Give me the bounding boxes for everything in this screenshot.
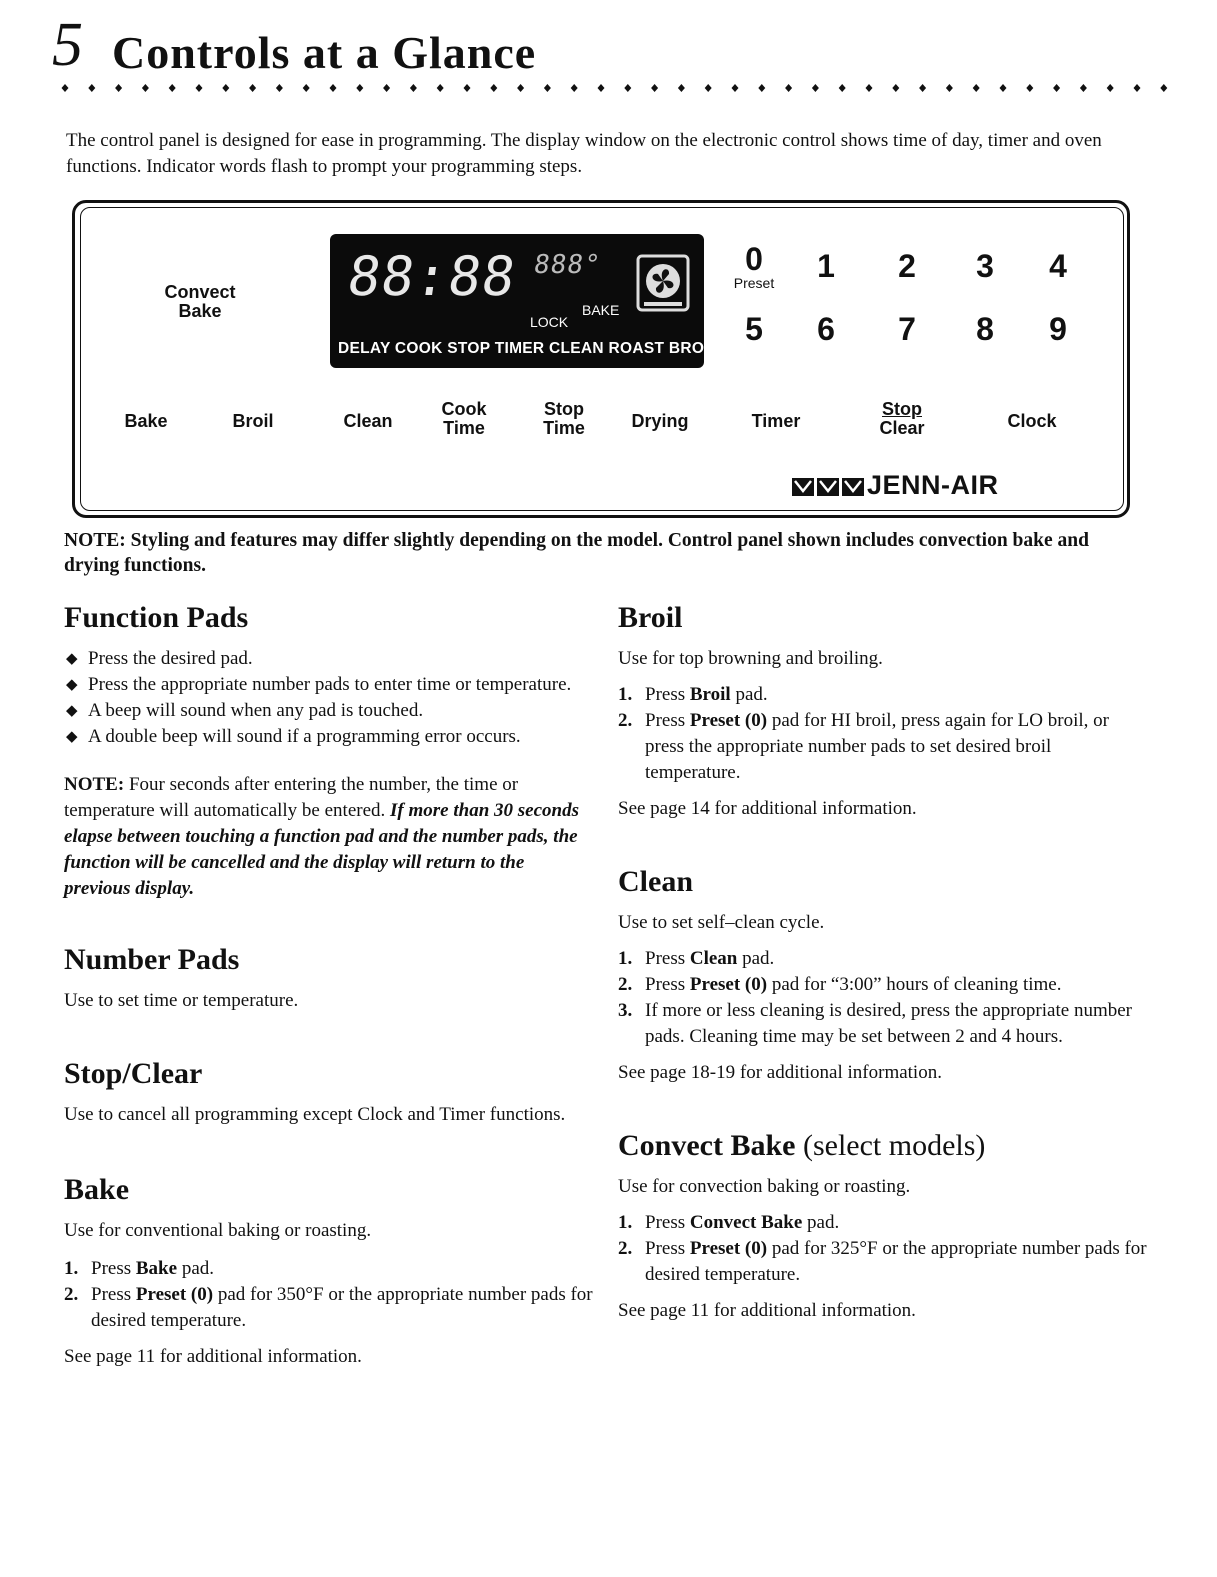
rule-diamond-icon <box>330 84 337 92</box>
convection-fan-icon <box>636 254 690 312</box>
number-pad-0[interactable] <box>734 243 774 291</box>
list-item: 1. Press Bake pad. <box>64 1258 214 1279</box>
drying-pad[interactable]: Drying <box>631 411 689 431</box>
rule-diamond-icon <box>464 84 471 92</box>
diamond-bullet-icon: ◆ <box>66 677 78 693</box>
list-item: ◆ A beep will sound when any pad is touched. <box>64 698 594 724</box>
list-item: 1. Press Convect Bake pad. <box>618 1212 840 1233</box>
diamond-bullet-icon: ◆ <box>66 703 78 719</box>
rule-diamond-icon <box>732 84 739 92</box>
broil-see-page: See page 14 for additional information. <box>618 798 917 819</box>
rule-diamond-icon <box>383 84 390 92</box>
broil-heading: Broil <box>618 601 683 634</box>
rule-diamond-icon <box>169 84 176 92</box>
rule-diamond-icon <box>249 84 256 92</box>
brand-label <box>792 472 999 499</box>
jenn-air-logo-icon <box>792 477 864 497</box>
rule-diamond-icon <box>946 84 953 92</box>
rule-diamond-icon <box>88 84 95 92</box>
rule-diamond-icon <box>1107 84 1114 92</box>
rule-diamond-icon <box>973 84 980 92</box>
panel-note: NOTE: Styling and features may differ slightly depending on the model. Control panel shown includes convection bake and drying functions. <box>64 530 1089 576</box>
number-pads-text: Use to set time or temperature. <box>64 990 299 1011</box>
page-title: Controls at a Glance <box>112 27 537 78</box>
function-pads-heading: Function Pads <box>64 601 249 634</box>
bake-text: Use for conventional baking or roasting. <box>64 1220 372 1241</box>
number-pad-6[interactable]: 6 <box>817 311 835 347</box>
list-item: 2. Press Preset (0) pad for 325°F or the appropriate number pads for desired temperature. <box>618 1238 1147 1285</box>
rule-diamond-icon <box>812 84 819 92</box>
display-temp-digits: 888° <box>531 250 603 280</box>
list-item: ◆ Press the desired pad. <box>64 646 594 672</box>
rule-diamond-icon <box>892 84 899 92</box>
rule-diamond-icon <box>222 84 229 92</box>
convect-bake-pad[interactable] <box>150 283 250 321</box>
diamond-bullet-icon: ◆ <box>66 651 78 667</box>
list-item: ◆ A double beep will sound if a programming error occurs. <box>64 724 594 750</box>
rule-diamond-icon <box>651 84 658 92</box>
number-pad-7[interactable]: 7 <box>898 311 916 347</box>
rule-diamond-icon <box>624 84 631 92</box>
rule-diamond-icon <box>544 84 551 92</box>
display-bake-indicator: BAKE <box>582 302 620 318</box>
cook-time-pad[interactable] <box>424 400 504 438</box>
rule-diamond-icon <box>276 84 283 92</box>
rule-diamond-icon <box>142 84 149 92</box>
convect-bake-pad-line2: Bake <box>178 301 222 321</box>
convect-bake-heading: Convect Bake (select models) <box>618 1129 986 1162</box>
list-item: 1. Press Broil pad. <box>618 684 768 705</box>
stop-clear-heading: Stop/Clear <box>64 1057 203 1090</box>
rule-diamond-icon <box>115 84 122 92</box>
number-pad-9[interactable]: 9 <box>1049 311 1067 347</box>
list-item: 3. If more or less cleaning is desired, press the appropriate number pads. Cleaning time may be set between 2 and 4 hours. <box>618 1000 1132 1047</box>
display-time-digits: 88:88 <box>343 245 521 308</box>
display-indicator-words: DELAY COOK STOP TIMER CLEAN ROAST BROIL <box>338 340 719 357</box>
right-column <box>618 600 1148 1324</box>
convect-bake-text: Use for convection baking or roasting. <box>618 1176 911 1197</box>
rule-diamond-icon <box>196 84 203 92</box>
rule-diamond-icon <box>356 84 363 92</box>
convect-bake-steps <box>618 1210 1148 1288</box>
display-window <box>330 234 719 368</box>
rule-diamond-icon <box>678 84 685 92</box>
rule-diamond-icon <box>1053 84 1060 92</box>
rule-diamond-icon <box>517 84 524 92</box>
display-lock-indicator: LOCK <box>530 314 569 330</box>
chapter-number: 5 <box>52 11 83 79</box>
rule-diamond-icon <box>303 84 310 92</box>
rule-diamond-icon <box>1000 84 1007 92</box>
stop-clear-pad[interactable] <box>862 400 942 438</box>
clock-pad[interactable]: Clock <box>1007 411 1057 431</box>
number-pad-3[interactable]: 3 <box>976 248 994 284</box>
broil-text: Use for top browning and broiling. <box>618 648 883 669</box>
number-pad-8[interactable]: 8 <box>976 311 994 347</box>
convect-bake-pad-line1: Convect <box>164 282 236 302</box>
clean-see-page: See page 18-19 for additional information. <box>618 1062 942 1083</box>
rule-diamond-icon <box>437 84 444 92</box>
rule-diamond-icon <box>410 84 417 92</box>
rule-diamond-icon <box>839 84 846 92</box>
number-pad-5[interactable]: 5 <box>745 311 763 347</box>
stop-time-pad[interactable] <box>524 400 604 438</box>
function-pads-note: NOTE: Four seconds after entering the number, the time or temperature will automatically be entered. If more than 30 seconds elapse between touching a function pad and the number pads, the function will be cancelled and the display will return to the previous display. <box>64 774 579 899</box>
diamond-bullet-icon: ◆ <box>66 729 78 745</box>
rule-diamond-icon <box>598 84 605 92</box>
list-item: 2. Press Preset (0) pad for 350°F or the appropriate number pads for desired temperature. <box>64 1284 593 1331</box>
left-column <box>64 600 594 1370</box>
rule-diamond-icon <box>1134 84 1141 92</box>
stop-clear-pad-line2: Clear <box>879 418 925 438</box>
stop-time-pad-line2: Time <box>543 418 585 438</box>
rule-diamond-icon <box>919 84 926 92</box>
rule-diamond-icon <box>785 84 792 92</box>
brand-name: JENN-AIR <box>867 470 999 500</box>
bake-heading: Bake <box>64 1173 130 1206</box>
rule-diamond-icon <box>1160 84 1167 92</box>
convect-bake-see-page: See page 11 for additional information. <box>618 1300 916 1321</box>
rule-diamond-icon <box>1080 84 1087 92</box>
cook-time-pad-line2: Time <box>443 418 485 438</box>
diamond-rule-divider <box>60 80 1170 96</box>
bake-steps <box>64 1256 594 1334</box>
cook-time-pad-line1: Cook <box>441 399 487 419</box>
number-pad-2[interactable]: 2 <box>898 248 916 284</box>
list-item: 1. Press Clean pad. <box>618 948 775 969</box>
intro-paragraph: The control panel is designed for ease in programming. The display window on the electronic control shows time of day, timer and oven functions. Indicator words flash to prompt your programming steps. <box>66 130 1102 177</box>
bake-see-page: See page 11 for additional information. <box>64 1346 362 1367</box>
broil-pad[interactable]: Broil <box>232 411 274 431</box>
number-pad-1[interactable]: 1 <box>817 248 835 284</box>
rule-diamond-icon <box>866 84 873 92</box>
bake-pad[interactable]: Bake <box>124 411 168 431</box>
broil-steps <box>618 682 1148 786</box>
rule-diamond-icon <box>1026 84 1033 92</box>
list-item: ◆ Press the appropriate number pads to enter time or temperature. <box>64 672 594 698</box>
stop-clear-pad-line1: Stop <box>882 399 922 419</box>
clean-heading: Clean <box>618 865 693 898</box>
clean-text: Use to set self–clean cycle. <box>618 912 825 933</box>
rule-diamond-icon <box>758 84 765 92</box>
list-item: 2. Press Preset (0) pad for “3:00” hours of cleaning time. <box>618 974 1062 995</box>
list-item: 2. Press Preset (0) pad for HI broil, press again for LO broil, or press the appropriate number pads to set desired broil temperature. <box>618 710 1109 783</box>
rule-diamond-icon <box>571 84 578 92</box>
rule-diamond-icon <box>490 84 497 92</box>
function-pads-list <box>64 646 594 750</box>
rule-diamond-icon <box>705 84 712 92</box>
number-pad-4[interactable]: 4 <box>1049 248 1067 284</box>
number-pad-0-digit: 0 <box>745 241 763 277</box>
stop-time-pad-line1: Stop <box>544 399 584 419</box>
clean-pad[interactable]: Clean <box>343 411 393 431</box>
rule-diamond-icon <box>62 84 69 92</box>
clean-steps <box>618 946 1148 1050</box>
stop-clear-text: Use to cancel all programming except Clock and Timer functions. <box>64 1104 566 1125</box>
number-pads-heading: Number Pads <box>64 943 240 976</box>
timer-pad[interactable]: Timer <box>751 411 801 431</box>
preset-label: Preset <box>733 275 775 291</box>
